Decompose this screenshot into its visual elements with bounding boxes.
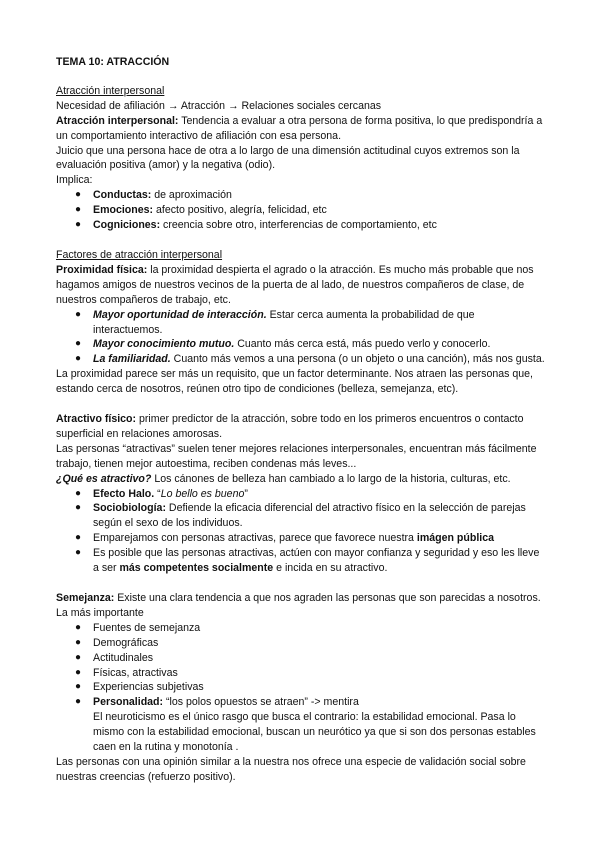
list-item-term: Sociobiología: <box>93 502 166 515</box>
list-item <box>56 501 546 531</box>
quote-close: ” <box>244 487 248 500</box>
bullet-icon: ● <box>75 487 82 499</box>
list-item <box>56 621 546 636</box>
list-item-text: Fuentes de semejanza <box>93 621 201 634</box>
list-item <box>56 636 546 651</box>
personality-detail: El neuroticismo es el único rasgo que busca el contrario: la estabilidad emocional. Pasa lo mismo con la estabilidad emocional, buscan un neurótico ya que si son dos personas estables caen en la rutina y monotonía . <box>93 711 536 754</box>
attractiveness-paragraph <box>56 412 546 442</box>
bullet-icon: ● <box>75 204 82 216</box>
list-item-text: Cuanto más vemos a una persona (o un objeto o una canción), más nos gusta. <box>170 353 545 366</box>
definition-term: Atracción interpersonal: <box>56 114 179 127</box>
list-item-text: de aproximación <box>151 189 232 202</box>
bullet-icon: ● <box>75 621 82 633</box>
implica-list <box>56 188 546 233</box>
attractiveness-list <box>56 487 546 576</box>
judgment-paragraph: Juicio que una persona hace de otra a lo largo de una dimensión actitudinal cuyos extremos son la evaluación positiva (amor) y la negativa (odio). <box>56 144 520 172</box>
list-item-text: Demográficas <box>93 636 159 649</box>
definition-text: Tendencia a evaluar a otra persona de forma positiva, lo que predispondría a un comportamiento interactivo de afiliación con esa persona. <box>56 114 543 142</box>
bullet-icon: ● <box>75 636 82 648</box>
question-text: Los cánones de belleza han cambiado a lo largo de la historia, culturas, etc. <box>151 472 511 485</box>
bullet-icon: ● <box>75 502 82 514</box>
list-item-text: afecto positivo, alegría, felicidad, etc <box>153 204 327 217</box>
section-heading-atraccion: Atracción interpersonal <box>56 84 165 97</box>
list-item-text-end: e incida en su atractivo. <box>273 562 388 575</box>
bullet-icon: ● <box>75 308 82 320</box>
proximity-paragraph <box>56 263 546 308</box>
list-item-term: Cogniciones: <box>93 219 161 232</box>
list-item-emphasis: imágen pública <box>416 532 494 545</box>
list-item <box>56 352 546 367</box>
section-heading-factores: Factores de atracción interpersonal <box>56 248 223 261</box>
bullet-icon: ● <box>75 681 82 693</box>
list-item-term: Conductas: <box>93 189 152 202</box>
list-item <box>56 487 546 502</box>
bullet-icon: ● <box>75 651 82 663</box>
what-is-attractive-paragraph <box>56 472 546 487</box>
list-item-term: Efecto Halo. <box>93 487 155 500</box>
list-item-term: Personalidad: <box>93 696 164 709</box>
definition-paragraph <box>56 114 546 144</box>
list-item-term: La familiaridad. <box>93 353 171 366</box>
bullet-icon: ● <box>75 547 82 559</box>
list-item-text: Estar cerca aumenta la probabilidad de que interactuemos. <box>93 308 475 336</box>
similarity-term: Semejanza: <box>56 592 115 604</box>
list-item-text: Actitudinales <box>93 651 154 664</box>
list-item-text: Defiende la eficacia diferencial del atractivo físico en la selección de parejas según el sexo de los individuos. <box>93 502 526 530</box>
proximity-text: la proximidad despierta el agrado o la atracción. Es mucho más probable que nos hagamos amigos de nuestros vecinos de la puerta de al lado, de nuestros compañeros de clase, de nuestros compañeros de trabajo, etc. <box>56 263 534 306</box>
list-item <box>56 546 546 576</box>
bullet-icon: ● <box>75 219 82 231</box>
bullet-icon: ● <box>75 666 82 678</box>
affiliation-chain: Necesidad de afiliación → Atracción → Relaciones sociales cercanas <box>56 99 382 112</box>
list-item-text: creencia sobre otro, interferencias de comportamiento, etc <box>160 219 437 232</box>
quote-open: “ <box>154 487 161 500</box>
list-item <box>56 308 546 338</box>
list-item-term: Mayor oportunidad de interacción. <box>93 308 267 321</box>
list-item-emphasis: más competentes socialmente <box>119 562 274 575</box>
implica-label: Implica: <box>56 174 93 187</box>
proximity-term: Proximidad física: <box>56 263 148 276</box>
list-item-text: Emparejamos con personas atractivas, parece que favorece nuestra <box>93 532 417 545</box>
proximity-list <box>56 308 546 368</box>
list-item <box>56 680 546 695</box>
final-paragraph: Las personas con una opinión similar a la nuestra nos ofrece una especie de validación social sobre nuestras creencias (refuerzo positivo). <box>56 755 526 783</box>
bullet-icon: ● <box>75 338 82 350</box>
list-item-text: Experiencias subjetivas <box>93 681 204 694</box>
bullet-icon: ● <box>75 353 82 365</box>
attractiveness-text: primer predictor de la atracción, sobre todo en los primeros encuentros o contacto superficial en relaciones amorosas. <box>56 413 524 440</box>
similarity-paragraph <box>56 591 546 621</box>
list-item-term: Emociones: <box>93 204 154 217</box>
halo-quote: Lo bello es bueno <box>160 487 245 500</box>
list-item <box>56 666 546 681</box>
list-item <box>56 531 546 546</box>
list-item <box>56 337 546 352</box>
similarity-list <box>56 621 546 755</box>
list-item <box>56 188 546 203</box>
list-item-text: Físicas, atractivas <box>93 666 178 679</box>
bullet-icon: ● <box>75 189 82 201</box>
attractive-people-paragraph: Las personas “atractivas” suelen tener mejores relaciones interpersonales, encuentran más fácilmente trabajo, tienen mejor autoestima, reciben condenas más leves... <box>56 442 537 470</box>
list-item <box>56 203 546 218</box>
document-page <box>56 55 546 785</box>
list-item-text: Cuanto más cerca está, más puedo verlo y conocerlo. <box>234 338 491 351</box>
list-item-text: Es posible que las personas atractivas, actúen con mayor confianza y seguridad y eso les lleve a ser <box>93 547 540 575</box>
list-item <box>56 695 546 755</box>
list-item <box>56 218 546 233</box>
proximity-conclusion: La proximidad parece ser más un requisito, que un factor determinante. Nos atraen las personas que, estando cerca de nosotros, reúnen otro tipo de condiciones (belleza, semejanza, etc). <box>56 368 533 396</box>
document-title: TEMA 10: ATRACCIÓN <box>56 56 170 68</box>
bullet-icon: ● <box>75 532 82 544</box>
list-item <box>56 651 546 666</box>
bullet-icon: ● <box>75 696 82 708</box>
question-term: ¿Qué es atractivo? <box>56 472 152 485</box>
list-item-term: Mayor conocimiento mutuo. <box>93 338 235 351</box>
list-item-text: “los polos opuestos se atraen” -> mentira <box>163 696 359 709</box>
similarity-text: Existe una clara tendencia a que nos agraden las personas que son parecidas a nosotros. La más importante <box>56 592 541 619</box>
attractiveness-term: Atractivo físico: <box>56 413 137 426</box>
